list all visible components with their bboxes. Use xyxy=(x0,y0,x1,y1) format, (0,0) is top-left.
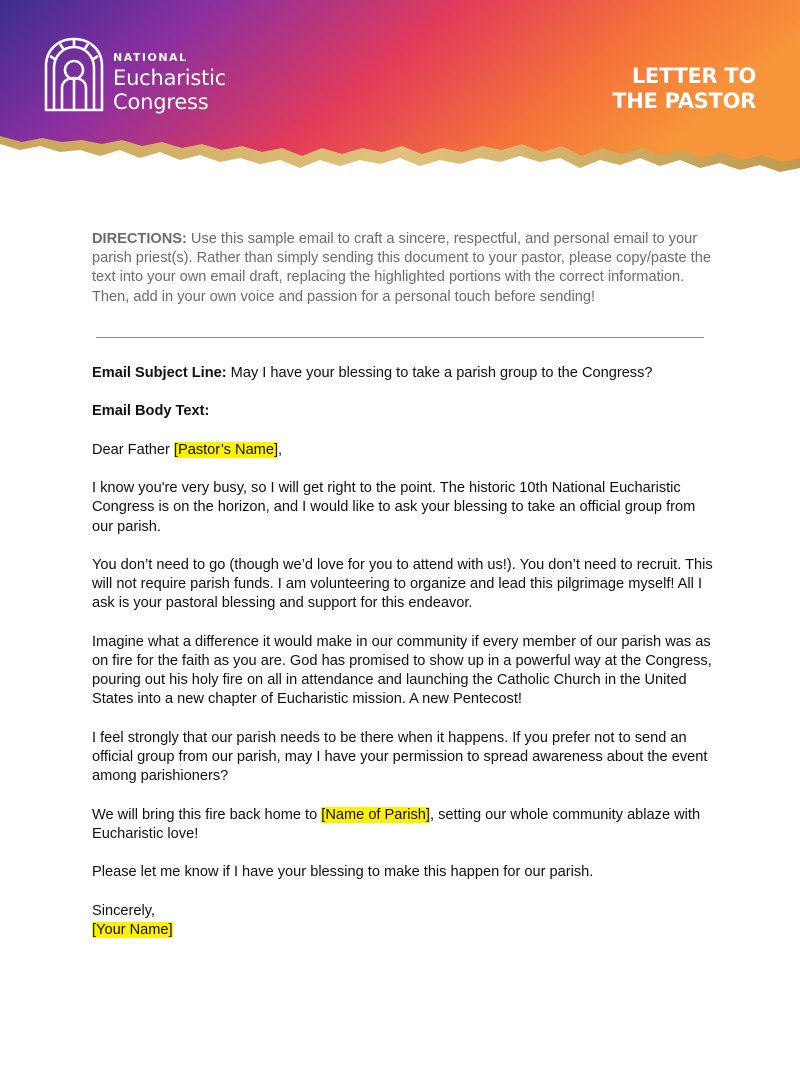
header-banner xyxy=(0,0,800,185)
subject-text: May I have your blessing to take a parish group to the Congress? xyxy=(226,365,653,381)
paragraph-2: You don’t need to go (though we’d love for you to attend with us!). You don’t need to recruit. This will not require parish funds. I am volunteering to organize and lead this pilgrimage myself! All I ask is your pastoral blessing and support for this endeavor. xyxy=(92,556,713,612)
eucharistic-congress-logo-icon xyxy=(42,36,106,112)
greeting-prefix: Dear Father xyxy=(92,441,174,458)
closing: Sincerely, xyxy=(92,902,155,919)
greeting-suffix: , xyxy=(278,441,283,458)
paragraph-4: I feel strongly that our parish needs to be there when it happens. If you prefer not to send an official group from our parish, may I have your permission to spread awareness about the event among parishioners? xyxy=(92,729,708,785)
your-name-placeholder: [Your Name] xyxy=(92,921,173,938)
paragraph-5 xyxy=(92,806,714,844)
subject-line xyxy=(92,364,714,383)
brand-line1: Eucharistic xyxy=(113,66,227,90)
brand-wordmark xyxy=(113,52,226,116)
p5-suffix: , setting our whole community ablaze with Eucharistic love! xyxy=(92,806,701,842)
pastor-name-placeholder: [Pastor’s Name] xyxy=(173,441,279,458)
paragraph-3: Imagine what a difference it would make in our community if every member of our parish was as on fire for the faith as you are. God has promised to show up in a powerful way at the Congress, pouring out his holy fire on all in attendance and launching the Catholic Church in the United States into a new chapter of Eucharistic mission. A new Pentecost! xyxy=(92,633,712,708)
directions-text: Use this sample email to craft a sincere, respectful, and personal email to your parish priest(s). Rather than simply sending this document to your pastor, please copy/paste the text into your own email draft, replacing the highlighted portions with the correct information. Then, add in your own voice and passion for a personal touch before sending! xyxy=(92,231,711,305)
p5-prefix: We will bring this fire back home to xyxy=(92,806,322,823)
directions-paragraph xyxy=(92,230,714,307)
divider xyxy=(96,337,704,338)
paragraph-1: I know you're very busy, so I will get right to the point. The historic 10th National Eucharistic Congress is on the horizon, and I would like to ask your blessing to take an official group from our parish. xyxy=(92,480,696,535)
brand-small: NATIONAL xyxy=(113,51,188,64)
brand-line2: Congress xyxy=(113,90,209,114)
title-line1: LETTER TO xyxy=(631,64,756,88)
body-label-line xyxy=(92,402,714,421)
title-line2: THE PASTOR xyxy=(612,89,756,113)
closing-block xyxy=(92,902,714,940)
email-template xyxy=(92,364,714,940)
paragraph-6: Please let me know if I have your blessing to make this happen for our parish. xyxy=(92,864,594,881)
page-title xyxy=(612,64,756,114)
parish-name-placeholder: [Name of Parish] xyxy=(321,806,430,823)
greeting xyxy=(92,441,714,460)
directions-label: DIRECTIONS: xyxy=(92,231,187,247)
body-label: Email Body Text: xyxy=(92,403,210,420)
directions-block xyxy=(92,230,714,307)
subject-label: Email Subject Line: xyxy=(92,365,227,381)
